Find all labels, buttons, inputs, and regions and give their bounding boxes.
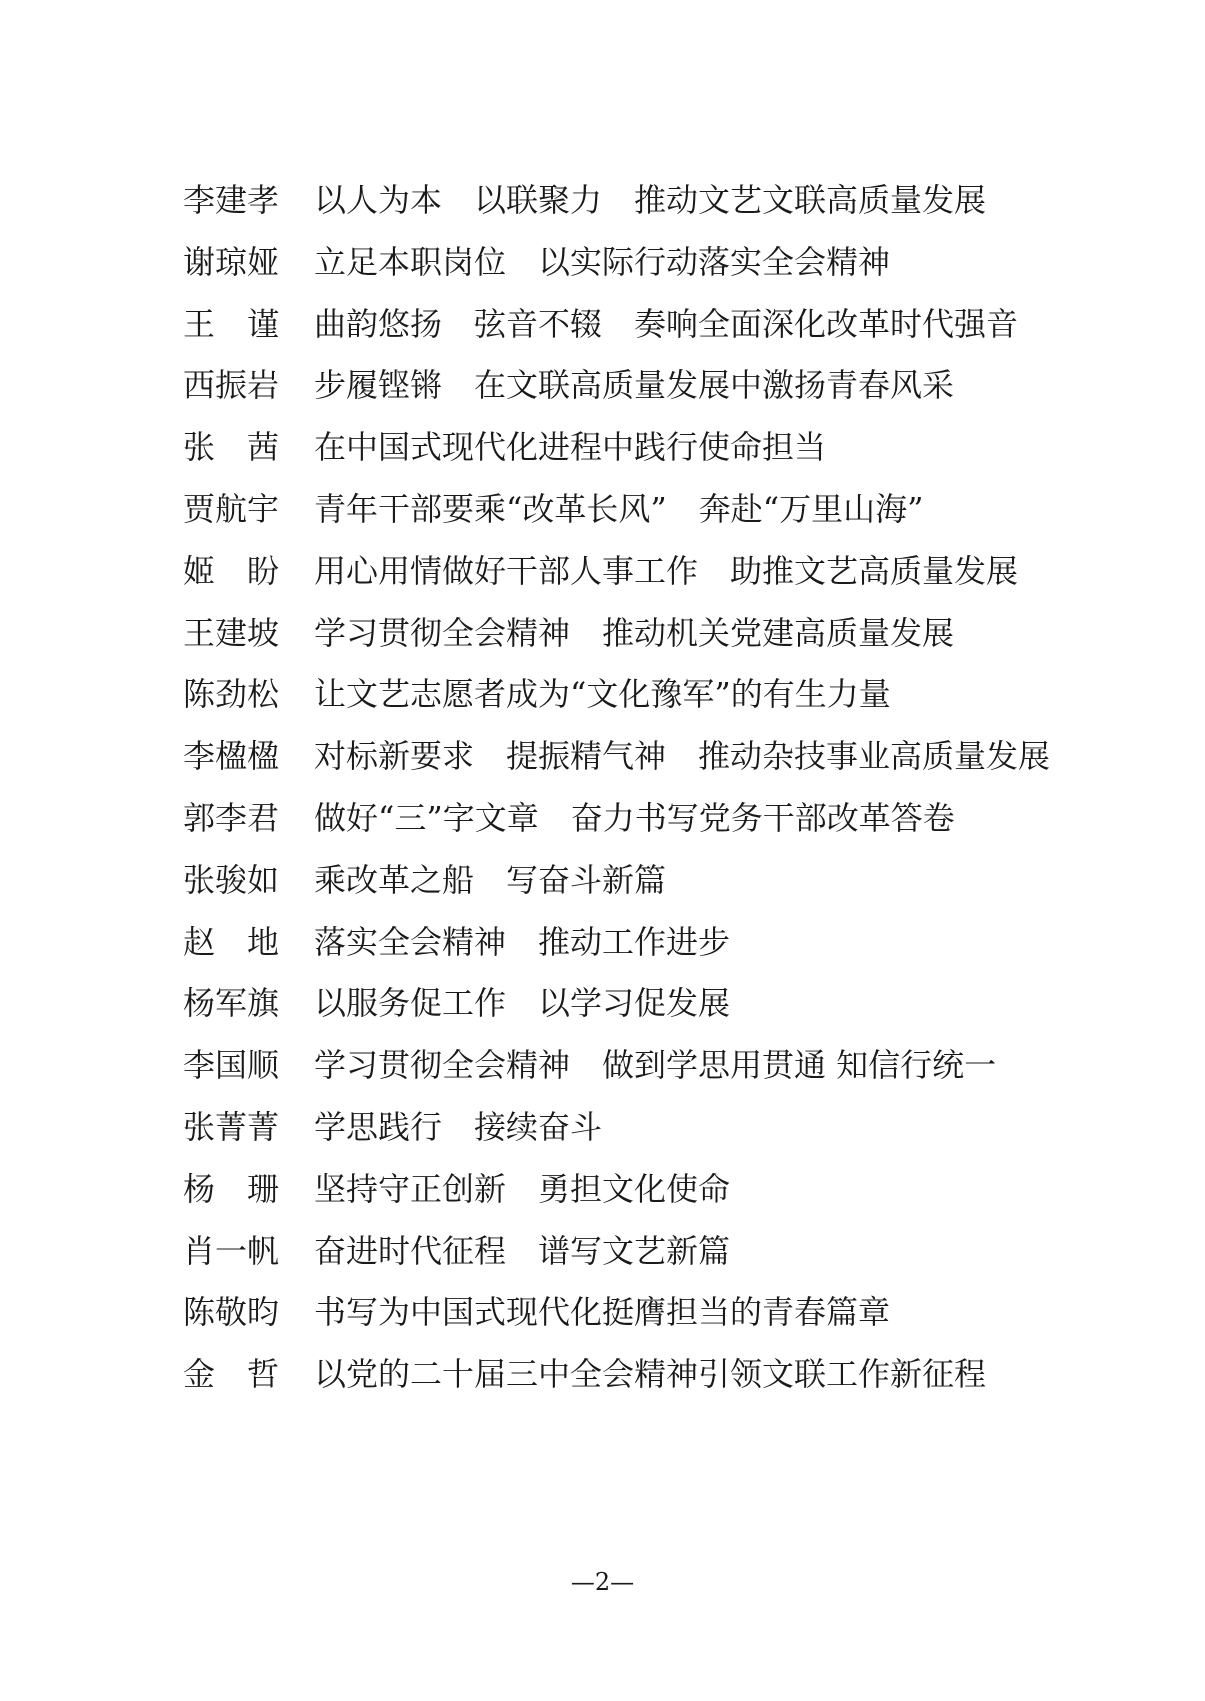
list-item <box>183 664 1083 726</box>
list-item <box>183 1221 1083 1283</box>
author-name: 张茜 <box>183 428 312 467</box>
list-item <box>183 726 1083 788</box>
author-name: 王建坡 <box>183 613 280 652</box>
list-item <box>183 417 1083 479</box>
page-number: —2— <box>570 1568 635 1596</box>
author-name: 谢琼娅 <box>183 242 280 281</box>
author-name: 肖一帆 <box>183 1231 280 1270</box>
author-name: 姬盼 <box>183 551 312 590</box>
article-title: 落实全会精神 推动工作进步 <box>314 922 731 961</box>
list-item <box>183 603 1083 665</box>
author-name: 郭李君 <box>183 798 280 837</box>
article-title: 在中国式现代化进程中践行使命担当 <box>314 428 827 467</box>
list-item <box>183 355 1083 417</box>
article-title: 学思践行 接续奋斗 <box>314 1107 603 1146</box>
list-item <box>183 541 1083 603</box>
article-title: 青年干部要乘“改革长风” 奔赴“万里山海” <box>314 489 924 528</box>
article-title: 立足本职岗位 以实际行动落实全会精神 <box>314 242 891 281</box>
author-name: 张骏如 <box>183 860 280 899</box>
list-item <box>183 1097 1083 1159</box>
list-item <box>183 170 1083 232</box>
article-title: 以人为本 以联聚力 推动文艺文联高质量发展 <box>314 181 987 219</box>
list-item <box>183 973 1083 1035</box>
list-item <box>183 294 1083 356</box>
list-item <box>183 1344 1083 1406</box>
article-title: 以党的二十届三中全会精神引领文联工作新征程 <box>314 1355 987 1394</box>
article-title: 学习贯彻全会精神 推动机关党建高质量发展 <box>314 613 955 652</box>
author-name: 金哲 <box>183 1355 312 1394</box>
list-item <box>183 1282 1083 1344</box>
article-title: 学习贯彻全会精神 做到学思用贯通 知信行统一 <box>314 1046 997 1085</box>
list-item <box>183 850 1083 912</box>
article-title: 乘改革之船 写奋斗新篇 <box>314 860 667 899</box>
article-title: 书写为中国式现代化挺膺担当的青春篇章 <box>314 1293 891 1332</box>
author-name: 贾航宇 <box>183 489 280 528</box>
author-name: 陈劲松 <box>183 675 280 714</box>
author-name: 杨军旗 <box>183 984 280 1023</box>
article-title: 以服务促工作 以学习促发展 <box>314 984 731 1023</box>
author-name: 李楹楹 <box>183 737 280 776</box>
author-name: 李国顺 <box>183 1046 280 1085</box>
author-name: 张菁菁 <box>183 1107 280 1146</box>
author-name: 王谨 <box>183 304 312 343</box>
article-title: 用心用情做好干部人事工作 助推文艺高质量发展 <box>314 551 1019 590</box>
article-title: 步履铿锵 在文联高质量发展中激扬青春风采 <box>314 366 955 405</box>
author-name: 杨珊 <box>183 1169 312 1208</box>
author-name: 陈敬昀 <box>183 1293 280 1332</box>
author-name: 李建孝 <box>183 181 280 219</box>
article-title: 奋进时代征程 谱写文艺新篇 <box>314 1231 731 1270</box>
article-title: 坚持守正创新 勇担文化使命 <box>314 1169 731 1208</box>
list-item <box>183 912 1083 974</box>
list-item <box>183 232 1083 294</box>
article-list <box>183 170 1083 1406</box>
list-item <box>183 1159 1083 1221</box>
article-title: 对标新要求 提振精气神 推动杂技事业高质量发展 <box>314 737 1051 776</box>
article-title: 曲韵悠扬 弦音不辍 奏响全面深化改革时代强音 <box>314 304 1019 343</box>
list-item <box>183 1035 1083 1097</box>
list-item <box>183 479 1083 541</box>
author-name: 赵地 <box>183 922 312 961</box>
author-name: 西振岩 <box>183 366 280 405</box>
list-item <box>183 788 1083 850</box>
article-title: 让文艺志愿者成为“文化豫军”的有生力量 <box>314 675 891 714</box>
article-title: 做好“三”字文章 奋力书写党务干部改革答卷 <box>314 798 955 837</box>
